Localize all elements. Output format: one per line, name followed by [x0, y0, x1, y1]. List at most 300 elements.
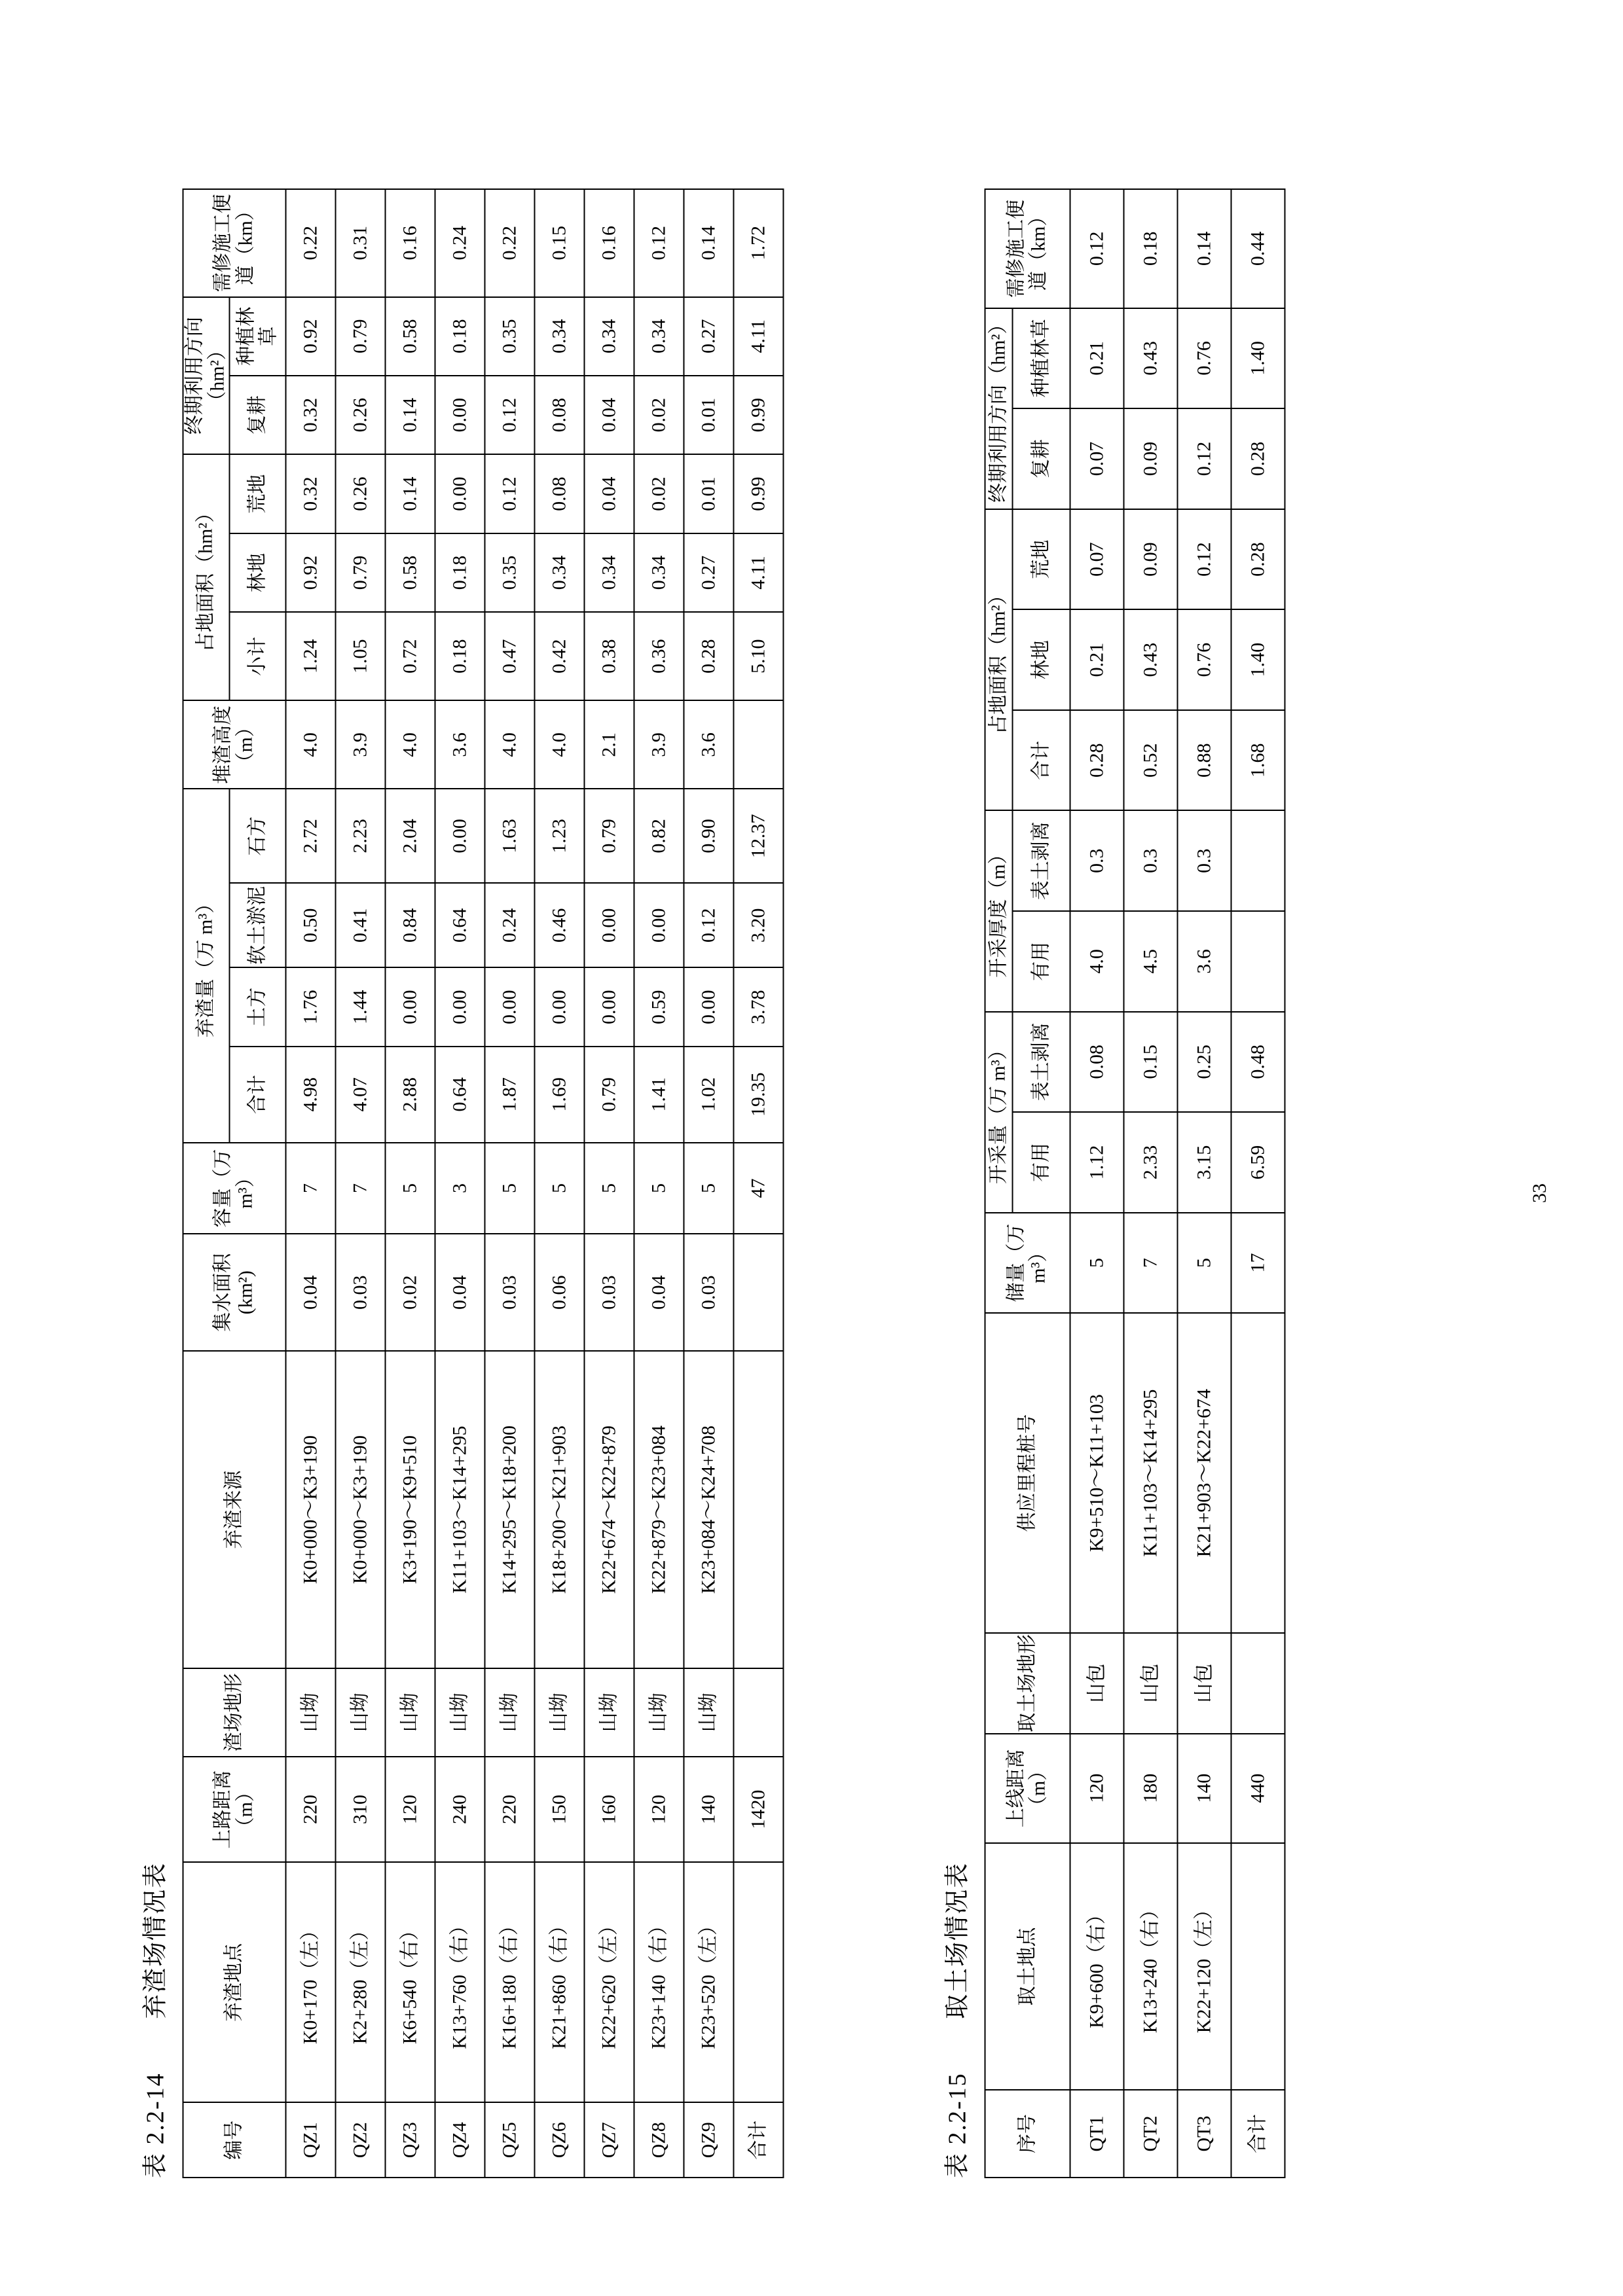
- cell-area-forest: 0.34: [584, 533, 634, 612]
- page-number: 33: [1529, 1183, 1550, 1203]
- cell-thickness-useful: 4.5: [1123, 911, 1177, 1012]
- cell-waste-total: 4.98: [285, 1047, 335, 1143]
- cell-source: K0+000～K3+190: [285, 1351, 335, 1668]
- cell-final-plant: 0.76: [1177, 308, 1231, 409]
- cell-final-recultivate: 0.04: [584, 376, 634, 454]
- cell-area-forest: 0.79: [335, 533, 385, 612]
- cell-temp-road: 0.22: [285, 189, 335, 297]
- cell-waste-soft: 3.20: [733, 883, 783, 967]
- cell-catchment: 0.02: [385, 1234, 435, 1351]
- cell-final-recultivate: 0.02: [634, 376, 684, 454]
- cell-pile-height: 4.0: [285, 700, 335, 789]
- table-row: [435, 189, 484, 2178]
- cell-terrain: 山包: [1123, 1633, 1177, 1734]
- cell-waste-earth: 0.00: [534, 967, 584, 1046]
- header-thickness-strip: 表土剥离: [1012, 811, 1070, 912]
- header-waste-earth: 土方: [229, 967, 285, 1046]
- table-1-block: [134, 188, 784, 2178]
- cell-final-plant: 0.58: [385, 297, 435, 376]
- cell-waste-stone: 2.72: [285, 789, 335, 883]
- cell-temp-road: 0.12: [1070, 189, 1123, 308]
- cell-area-total: 0.36: [634, 612, 684, 700]
- cell-temp-road: 0.15: [534, 189, 584, 297]
- cell-temp-road: 0.31: [335, 189, 385, 297]
- cell-area-total: 0.42: [534, 612, 584, 700]
- cell-area-waste: 0.12: [1177, 509, 1231, 610]
- cell-area-total: 5.10: [733, 612, 783, 700]
- cell-road-distance: 140: [684, 1757, 733, 1863]
- cell-road-distance: 120: [385, 1757, 435, 1863]
- cell-catchment: 0.04: [285, 1234, 335, 1351]
- table-row: [634, 189, 684, 2178]
- cell-temp-road: 1.72: [733, 189, 783, 297]
- cell-capacity: 5: [484, 1143, 534, 1234]
- header-id: 编号: [183, 2102, 285, 2178]
- cell-thickness-strip: 0.3: [1123, 811, 1177, 912]
- cell-catchment: [733, 1234, 783, 1351]
- cell-terrain: 山包: [1177, 1633, 1231, 1734]
- table-row: [285, 189, 335, 2178]
- cell-supply-range: K9+510～K11+103: [1070, 1313, 1123, 1633]
- cell-area-forest: 0.21: [1070, 609, 1123, 710]
- cell-area-waste: 0.28: [1231, 509, 1285, 610]
- cell-final-recultivate: 0.99: [733, 376, 783, 454]
- cell-reserve: 5: [1177, 1213, 1231, 1314]
- cell-waste-earth: 0.59: [634, 967, 684, 1046]
- cell-waste-stone: 1.63: [484, 789, 534, 883]
- cell-supply-range: [1231, 1313, 1285, 1633]
- cell-waste-earth: 0.00: [684, 967, 733, 1046]
- cell-location: K0+170（左）: [285, 1862, 335, 2102]
- cell-pile-height: [733, 700, 783, 789]
- cell-location: K22+120（左）: [1177, 1843, 1231, 2090]
- cell-area-total: 1.24: [285, 612, 335, 700]
- cell-area-total: 0.28: [684, 612, 733, 700]
- cell-waste-stone: 2.04: [385, 789, 435, 883]
- cell-road-distance: 310: [335, 1757, 385, 1863]
- cell-final-recultivate: 0.12: [484, 376, 534, 454]
- cell-catchment: 0.06: [534, 1234, 584, 1351]
- cell-temp-road: 0.16: [385, 189, 435, 297]
- cell-mining-strip: 0.48: [1231, 1012, 1285, 1113]
- cell-waste-total: 1.41: [634, 1047, 684, 1143]
- cell-id: QZ4: [435, 2102, 484, 2178]
- cell-final-plant: 0.92: [285, 297, 335, 376]
- cell-final-recultivate: 0.28: [1231, 408, 1285, 509]
- cell-capacity: 5: [634, 1143, 684, 1234]
- cell-waste-soft: 0.46: [534, 883, 584, 967]
- cell-terrain: 山坳: [385, 1668, 435, 1757]
- header-thickness-useful: 有用: [1012, 911, 1070, 1012]
- header-final-plant: 种植林草: [1012, 308, 1070, 409]
- cell-area-waste: 0.32: [285, 454, 335, 533]
- cell-area-forest: 0.58: [385, 533, 435, 612]
- cell-final-plant: 0.34: [584, 297, 634, 376]
- cell-area-forest: 0.35: [484, 533, 534, 612]
- cell-location: K9+600（右）: [1070, 1843, 1123, 2090]
- header-thickness-group: 开采厚度（m）: [985, 811, 1012, 1012]
- header-area-group: 占地面积（hm²）: [183, 454, 229, 700]
- header-terrain: 取土场地形: [985, 1633, 1070, 1734]
- cell-pile-height: 4.0: [534, 700, 584, 789]
- cell-area-forest: 0.76: [1177, 609, 1231, 710]
- cell-area-waste: 0.14: [385, 454, 435, 533]
- cell-pile-height: 3.9: [634, 700, 684, 789]
- table-row: [1177, 189, 1231, 2178]
- cell-road-distance: 220: [285, 1757, 335, 1863]
- cell-reserve: 17: [1231, 1213, 1285, 1314]
- cell-thickness-strip: 0.3: [1177, 811, 1231, 912]
- cell-area-total: 1.05: [335, 612, 385, 700]
- header-mining-strip: 表土剥离: [1012, 1012, 1070, 1113]
- cell-thickness-strip: [1231, 811, 1285, 912]
- header-catchment: 集水面积(km²): [183, 1234, 285, 1351]
- table-header-row-1: [183, 189, 229, 2178]
- cell-seq: 合计: [1231, 2090, 1285, 2178]
- header-pile-height: 堆渣高度（m）: [183, 700, 285, 789]
- cell-location: K13+240（右）: [1123, 1843, 1177, 2090]
- header-area-forest: 林地: [229, 533, 285, 612]
- cell-area-total: 0.47: [484, 612, 534, 700]
- cell-area-forest: 0.27: [684, 533, 733, 612]
- header-final-recultivate: 复耕: [229, 376, 285, 454]
- cell-waste-soft: 0.12: [684, 883, 733, 967]
- table-2-block: [936, 188, 1285, 2178]
- cell-source: K0+000～K3+190: [335, 1351, 385, 1668]
- cell-terrain: 山坳: [335, 1668, 385, 1757]
- cell-waste-stone: 0.00: [435, 789, 484, 883]
- table-row: [385, 189, 435, 2178]
- cell-terrain: 山坳: [584, 1668, 634, 1757]
- cell-mining-strip: 0.15: [1123, 1012, 1177, 1113]
- cell-supply-range: K21+903～K22+674: [1177, 1313, 1231, 1633]
- cell-capacity: 5: [534, 1143, 584, 1234]
- cell-thickness-useful: [1231, 911, 1285, 1012]
- cell-pile-height: 3.6: [435, 700, 484, 789]
- header-final-plant: 种植林草: [229, 297, 285, 376]
- cell-supply-range: K11+103～K14+295: [1123, 1313, 1177, 1633]
- cell-waste-stone: 1.23: [534, 789, 584, 883]
- cell-terrain: 山坳: [684, 1668, 733, 1757]
- cell-final-plant: 0.18: [435, 297, 484, 376]
- cell-pile-height: 2.1: [584, 700, 634, 789]
- cell-waste-total: 4.07: [335, 1047, 385, 1143]
- cell-location: K16+180（右）: [484, 1862, 534, 2102]
- cell-final-plant: 0.34: [534, 297, 584, 376]
- table-row: [1123, 189, 1177, 2178]
- cell-final-plant: 0.35: [484, 297, 534, 376]
- cell-road-distance: 160: [584, 1757, 634, 1863]
- cell-id: QZ6: [534, 2102, 584, 2178]
- cell-location: K2+280（左）: [335, 1862, 385, 2102]
- cell-mining-strip: 0.25: [1177, 1012, 1231, 1113]
- cell-catchment: 0.03: [584, 1234, 634, 1351]
- cell-area-total: 0.28: [1070, 710, 1123, 811]
- cell-road-distance: 150: [534, 1757, 584, 1863]
- cell-capacity: 3: [435, 1143, 484, 1234]
- cell-catchment: 0.04: [634, 1234, 684, 1351]
- cell-id: QZ1: [285, 2102, 335, 2178]
- cell-capacity: 5: [385, 1143, 435, 1234]
- cell-road-distance: 120: [634, 1757, 684, 1863]
- cell-line-distance: 120: [1070, 1734, 1123, 1844]
- cell-road-distance: 240: [435, 1757, 484, 1863]
- waste-dump-table: [182, 188, 784, 2178]
- cell-terrain: 山坳: [435, 1668, 484, 1757]
- cell-waste-total: 19.35: [733, 1047, 783, 1143]
- cell-final-recultivate: 0.00: [435, 376, 484, 454]
- cell-terrain: [733, 1668, 783, 1757]
- cell-waste-soft: 0.00: [584, 883, 634, 967]
- cell-location: K23+140（右）: [634, 1862, 684, 2102]
- cell-temp-road: 0.12: [634, 189, 684, 297]
- cell-mining-useful: 3.15: [1177, 1112, 1231, 1213]
- cell-temp-road: 0.14: [684, 189, 733, 297]
- cell-waste-earth: 1.44: [335, 967, 385, 1046]
- cell-id: QZ7: [584, 2102, 634, 2178]
- cell-capacity: 7: [335, 1143, 385, 1234]
- cell-temp-road: 0.16: [584, 189, 634, 297]
- cell-reserve: 5: [1070, 1213, 1123, 1314]
- cell-waste-earth: 0.00: [435, 967, 484, 1046]
- cell-source: K18+200～K21+903: [534, 1351, 584, 1668]
- cell-id: QZ5: [484, 2102, 534, 2178]
- header-temp-road: 需修施工便道（km）: [183, 189, 285, 297]
- header-road-distance: 上路距离（m）: [183, 1757, 285, 1863]
- header-final-use-group: 终期利用方向（hm²）: [985, 308, 1012, 509]
- cell-area-waste: 0.09: [1123, 509, 1177, 610]
- cell-area-forest: 0.18: [435, 533, 484, 612]
- cell-pile-height: 4.0: [385, 700, 435, 789]
- cell-pile-height: 3.6: [684, 700, 733, 789]
- table-row: [584, 189, 634, 2178]
- cell-waste-total: 1.69: [534, 1047, 584, 1143]
- cell-waste-total: 1.87: [484, 1047, 534, 1143]
- cell-line-distance: 140: [1177, 1734, 1231, 1844]
- cell-final-recultivate: 0.07: [1070, 408, 1123, 509]
- header-reserve: 储量（万 m³）: [985, 1213, 1070, 1314]
- cell-waste-total: 1.02: [684, 1047, 733, 1143]
- cell-mining-useful: 1.12: [1070, 1112, 1123, 1213]
- header-area-total: 小计: [229, 612, 285, 700]
- cell-terrain: 山坳: [634, 1668, 684, 1757]
- header-waste-soft: 软土淤泥: [229, 883, 285, 967]
- cell-pile-height: 4.0: [484, 700, 534, 789]
- cell-temp-road: 0.24: [435, 189, 484, 297]
- cell-terrain: 山包: [1070, 1633, 1123, 1734]
- header-waste-group: 弃渣量（万 m³）: [183, 789, 229, 1142]
- cell-waste-soft: 0.24: [484, 883, 534, 967]
- cell-area-total: 0.52: [1123, 710, 1177, 811]
- cell-catchment: 0.03: [484, 1234, 534, 1351]
- cell-location: [733, 1862, 783, 2102]
- header-mining-useful: 有用: [1012, 1112, 1070, 1213]
- cell-area-waste: 0.12: [484, 454, 534, 533]
- cell-pile-height: 3.9: [335, 700, 385, 789]
- header-supply-range: 供应里程桩号: [985, 1313, 1070, 1633]
- cell-temp-road: 0.44: [1231, 189, 1285, 308]
- table-row: [684, 189, 733, 2178]
- cell-source: K22+674～K22+879: [584, 1351, 634, 1668]
- cell-terrain: 山坳: [534, 1668, 584, 1757]
- cell-waste-earth: 1.76: [285, 967, 335, 1046]
- cell-source: K23+084～K24+708: [684, 1351, 733, 1668]
- table-row: [335, 189, 385, 2178]
- header-seq: 序号: [985, 2090, 1070, 2178]
- borrow-pit-table: [984, 188, 1285, 2178]
- table-header-row-1: [985, 189, 1012, 2178]
- cell-waste-earth: 0.00: [584, 967, 634, 1046]
- cell-source: K22+879～K23+084: [634, 1351, 684, 1668]
- cell-area-forest: 1.40: [1231, 609, 1285, 710]
- cell-area-total: 1.68: [1231, 710, 1285, 811]
- header-area-waste: 荒地: [229, 454, 285, 533]
- cell-area-waste: 0.08: [534, 454, 584, 533]
- header-waste-stone: 石方: [229, 789, 285, 883]
- cell-final-plant: 0.34: [634, 297, 684, 376]
- cell-id: QZ9: [684, 2102, 733, 2178]
- header-capacity: 容量（万 m³）: [183, 1143, 285, 1234]
- cell-thickness-strip: 0.3: [1070, 811, 1123, 912]
- cell-mining-useful: 6.59: [1231, 1112, 1285, 1213]
- cell-waste-total: 0.64: [435, 1047, 484, 1143]
- cell-seq: QT2: [1123, 2090, 1177, 2178]
- cell-waste-earth: 0.00: [484, 967, 534, 1046]
- cell-capacity: 7: [285, 1143, 335, 1234]
- cell-final-recultivate: 0.08: [534, 376, 584, 454]
- cell-location: K23+520（左）: [684, 1862, 733, 2102]
- cell-waste-total: 0.79: [584, 1047, 634, 1143]
- cell-temp-road: 0.22: [484, 189, 534, 297]
- cell-id: QZ2: [335, 2102, 385, 2178]
- cell-waste-soft: 0.00: [634, 883, 684, 967]
- cell-area-forest: 4.11: [733, 533, 783, 612]
- cell-reserve: 7: [1123, 1213, 1177, 1314]
- cell-terrain: 山坳: [285, 1668, 335, 1757]
- cell-location: [1231, 1843, 1285, 2090]
- table-total-row: [1231, 189, 1285, 2178]
- cell-waste-total: 2.88: [385, 1047, 435, 1143]
- header-area-forest: 林地: [1012, 609, 1070, 710]
- table-row: [484, 189, 534, 2178]
- cell-final-plant: 4.11: [733, 297, 783, 376]
- header-final-recultivate: 复耕: [1012, 408, 1070, 509]
- cell-area-forest: 0.34: [634, 533, 684, 612]
- cell-road-distance: 220: [484, 1757, 534, 1863]
- cell-area-total: 0.18: [435, 612, 484, 700]
- cell-final-plant: 0.43: [1123, 308, 1177, 409]
- cell-waste-soft: 0.64: [435, 883, 484, 967]
- cell-final-plant: 0.79: [335, 297, 385, 376]
- header-area-total: 合计: [1012, 710, 1070, 811]
- header-terrain: 渣场地形: [183, 1668, 285, 1757]
- header-temp-road: 需修施工便道（km）: [985, 189, 1070, 308]
- header-location: 取土地点: [985, 1843, 1070, 2090]
- cell-area-waste: 0.99: [733, 454, 783, 533]
- table-total-row: [733, 189, 783, 2178]
- table-2-caption: [936, 188, 972, 2178]
- cell-location: K6+540（右）: [385, 1862, 435, 2102]
- cell-location: K21+860（右）: [534, 1862, 584, 2102]
- header-area-waste: 荒地: [1012, 509, 1070, 610]
- cell-source: K11+103～K14+295: [435, 1351, 484, 1668]
- cell-id: 合计: [733, 2102, 783, 2178]
- cell-area-forest: 0.92: [285, 533, 335, 612]
- cell-final-plant: 1.40: [1231, 308, 1285, 409]
- table-2-caption-title: 取土场情况表: [943, 1861, 971, 2019]
- cell-area-waste: 0.04: [584, 454, 634, 533]
- cell-area-waste: 0.02: [634, 454, 684, 533]
- table-row: [534, 189, 584, 2178]
- table-1-caption-number: 表 2.2-14: [141, 2072, 169, 2178]
- cell-id: QZ8: [634, 2102, 684, 2178]
- header-location: 弃渣地点: [183, 1862, 285, 2102]
- cell-capacity: 5: [684, 1143, 733, 1234]
- table-2-caption-number: 表 2.2-15: [943, 2072, 971, 2178]
- cell-road-distance: 1420: [733, 1757, 783, 1863]
- table-1-caption-title: 弃渣场情况表: [141, 1861, 169, 2019]
- cell-temp-road: 0.14: [1177, 189, 1231, 308]
- cell-final-plant: 0.21: [1070, 308, 1123, 409]
- cell-terrain: [1231, 1633, 1285, 1734]
- cell-line-distance: 440: [1231, 1734, 1285, 1844]
- cell-waste-stone: 12.37: [733, 789, 783, 883]
- cell-waste-soft: 0.50: [285, 883, 335, 967]
- cell-catchment: 0.03: [684, 1234, 733, 1351]
- cell-source: [733, 1351, 783, 1668]
- header-final-use-group: 终期利用方向（hm²）: [183, 297, 229, 455]
- cell-waste-soft: 0.84: [385, 883, 435, 967]
- header-line-distance: 上线距离（m）: [985, 1734, 1070, 1844]
- cell-thickness-useful: 3.6: [1177, 911, 1231, 1012]
- cell-final-recultivate: 0.01: [684, 376, 733, 454]
- cell-temp-road: 0.18: [1123, 189, 1177, 308]
- cell-catchment: 0.03: [335, 1234, 385, 1351]
- cell-waste-stone: 0.82: [634, 789, 684, 883]
- cell-mining-useful: 2.33: [1123, 1112, 1177, 1213]
- cell-waste-stone: 0.79: [584, 789, 634, 883]
- cell-source: K3+190～K9+510: [385, 1351, 435, 1668]
- header-source: 弃渣来源: [183, 1351, 285, 1668]
- cell-final-recultivate: 0.32: [285, 376, 335, 454]
- cell-area-forest: 0.34: [534, 533, 584, 612]
- cell-area-total: 0.72: [385, 612, 435, 700]
- cell-catchment: 0.04: [435, 1234, 484, 1351]
- cell-area-total: 0.88: [1177, 710, 1231, 811]
- cell-thickness-useful: 4.0: [1070, 911, 1123, 1012]
- cell-waste-earth: 0.00: [385, 967, 435, 1046]
- cell-capacity: 47: [733, 1143, 783, 1234]
- cell-area-total: 0.38: [584, 612, 634, 700]
- cell-seq: QT1: [1070, 2090, 1123, 2178]
- cell-source: K14+295～K18+200: [484, 1351, 534, 1668]
- header-waste-total: 合计: [229, 1047, 285, 1143]
- cell-area-waste: 0.01: [684, 454, 733, 533]
- cell-waste-earth: 3.78: [733, 967, 783, 1046]
- header-area-group: 占地面积（hm²）: [985, 509, 1012, 811]
- cell-location: K22+620（左）: [584, 1862, 634, 2102]
- cell-capacity: 5: [584, 1143, 634, 1234]
- cell-final-recultivate: 0.26: [335, 376, 385, 454]
- cell-mining-strip: 0.08: [1070, 1012, 1123, 1113]
- cell-waste-stone: 2.23: [335, 789, 385, 883]
- cell-location: K13+760（右）: [435, 1862, 484, 2102]
- cell-final-plant: 0.27: [684, 297, 733, 376]
- header-mining-group: 开采量（万 m³）: [985, 1012, 1012, 1213]
- cell-final-recultivate: 0.09: [1123, 408, 1177, 509]
- cell-line-distance: 180: [1123, 1734, 1177, 1844]
- cell-area-waste: 0.07: [1070, 509, 1123, 610]
